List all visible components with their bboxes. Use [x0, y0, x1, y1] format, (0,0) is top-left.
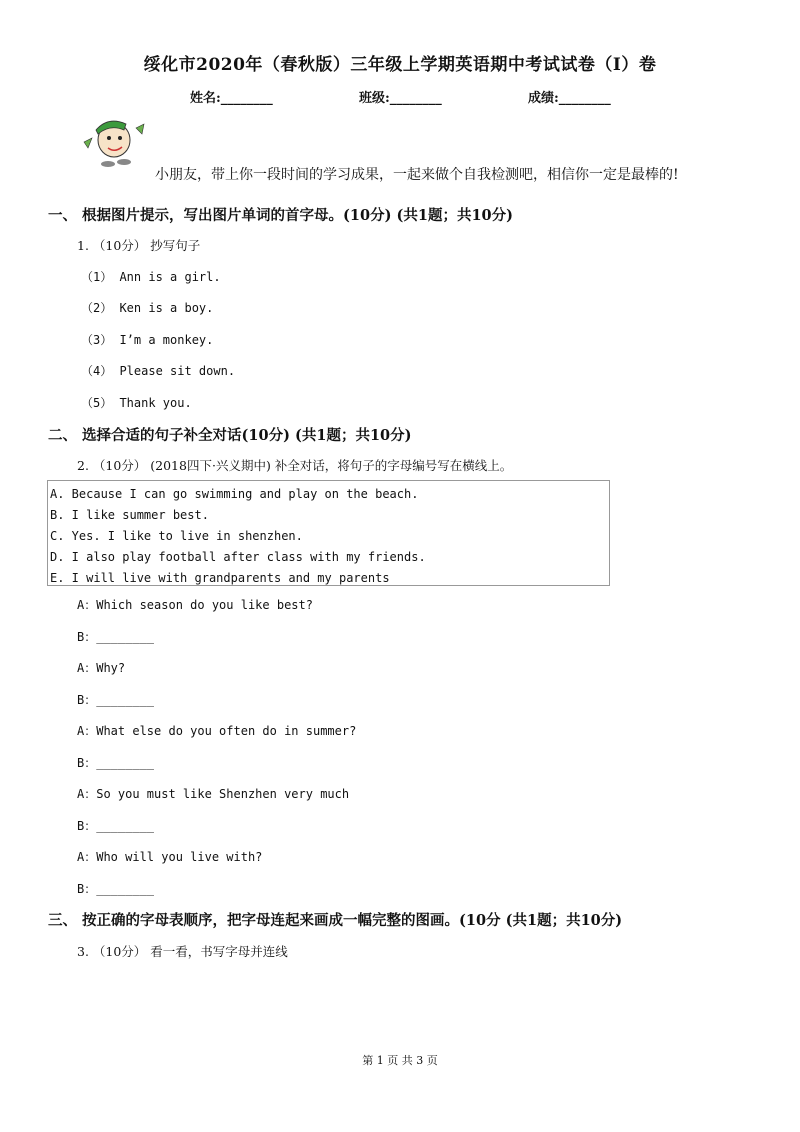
section-2-heading: 二、 选择合适的句子补全对话(10分) (共1题；共10分) [48, 427, 412, 444]
answer-blank[interactable]: B：________ [77, 882, 155, 896]
copy-line: （2） Ken is a boy. [81, 301, 214, 315]
question-3-title: 3. （10分） 看一看，书写字母并连线 [77, 944, 288, 959]
option-a: A. Because I can go swimming and play on the beach. [50, 487, 419, 501]
mascot-illustration [78, 112, 150, 170]
copy-line: （1） Ann is a girl. [81, 270, 221, 284]
option-e: E. I will live with grandparents and my parents [50, 571, 390, 585]
answer-blank[interactable]: B：________ [77, 630, 155, 644]
options-box [47, 480, 610, 586]
copy-line: （4） Please sit down. [81, 364, 236, 378]
page-title: 绥化市2020年（春秋版）三年级上学期英语期中考试试卷（I）卷 [143, 55, 657, 75]
class-field: 班级:________ [359, 91, 442, 106]
answer-blank[interactable]: B：________ [77, 756, 155, 770]
copy-line: （3） I’m a monkey. [81, 333, 214, 347]
copy-line: （5） Thank you. [81, 396, 192, 410]
dialogue-line: A：What else do you often do in summer? [77, 724, 357, 738]
score-field: 成绩:________ [528, 91, 611, 106]
option-d: D. I also play football after class with my friends. [50, 550, 426, 564]
dialogue-line: A：So you must like Shenzhen very much [77, 787, 350, 801]
option-b: B. I like summer best. [50, 508, 209, 522]
dialogue-line: A：Who will you live with? [77, 850, 263, 864]
section-1-heading: 一、 根据图片提示，写出图片单词的首字母。(10分) (共1题；共10分) [48, 207, 513, 224]
dialogue-line: A：Why? [77, 661, 126, 675]
question-2-title: 2. （10分） (2018四下·兴义期中) 补全对话，将句子的字母编号写在横线上。 [77, 458, 513, 473]
question-1-title: 1. （10分） 抄写句子 [77, 238, 201, 253]
dialogue-line: A：Which season do you like best? [77, 598, 313, 612]
section-3-heading: 三、 按正确的字母表顺序，把字母连起来画成一幅完整的图画。(10分 (共1题；共10分) [48, 912, 623, 929]
name-field: 姓名:________ [190, 91, 273, 106]
greeting-text: 小朋友，带上你一段时间的学习成果，一起来做个自我检测吧，相信你一定是最棒的! [155, 167, 679, 183]
page-footer: 第 1 页 共 3 页 [362, 1054, 438, 1067]
option-c: C. Yes. I like to live in shenzhen. [50, 529, 303, 543]
answer-blank[interactable]: B：________ [77, 693, 155, 707]
answer-blank[interactable]: B：________ [77, 819, 155, 833]
